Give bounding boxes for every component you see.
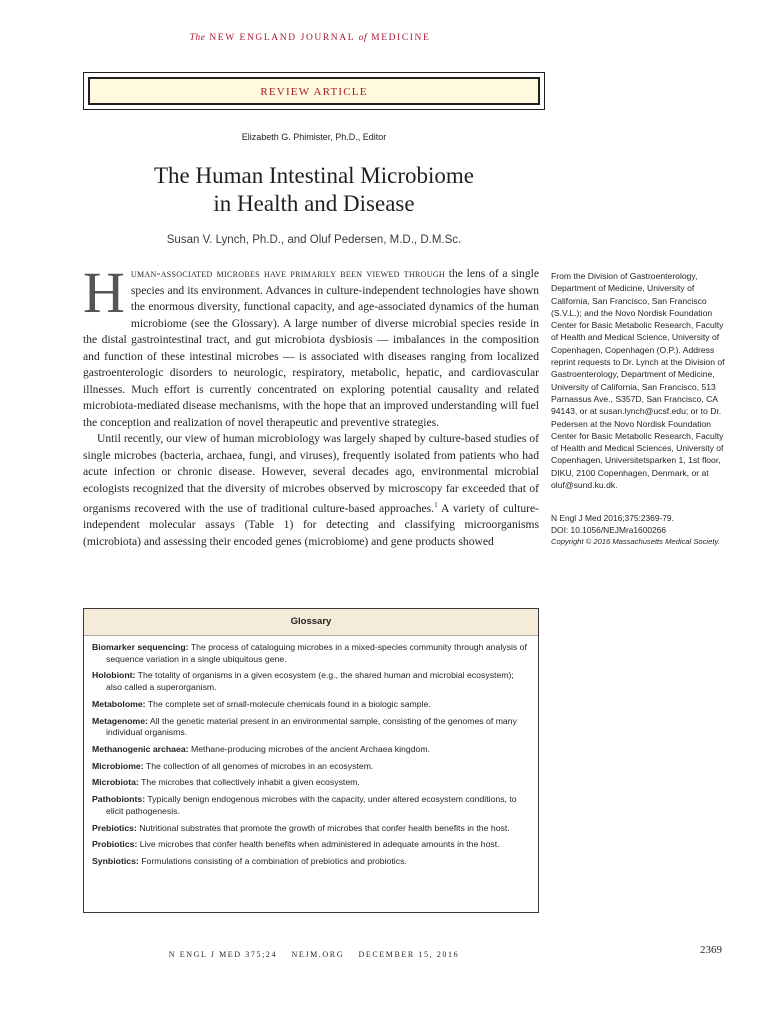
article-title [0,162,628,218]
glossary-term: Metabolome: [92,698,146,709]
glossary-definition: Live microbes that confer health benefits when administered in adequate amounts in the host. [137,839,500,850]
glossary-term: Biomarker sequencing: [92,642,189,652]
drop-cap: H [83,260,125,325]
glossary-term: Methanogenic archaea: [92,743,189,754]
glossary-term: Metagenome: [92,715,148,726]
glossary-definition: Methane-producing microbes of the ancient Archaea kingdom. [188,743,431,754]
glossary-term: Holobiont: [92,670,136,681]
body-paragraph-2 [83,431,539,550]
glossary-item [92,777,530,789]
doi-link[interactable]: DOI: 10.1056/NEJMra1600266 [551,525,666,536]
glossary-term: Probiotics: [92,839,138,850]
glossary-definition: All the genetic material present in an environmental sample, consisting of the genomes of many individual organisms. [106,715,517,738]
glossary-item [92,670,530,693]
journal-header-medicine: MEDICINE [371,33,431,43]
glossary-definition: Formulations consisting of a combination of prebiotics and probiotics. [138,856,407,867]
glossary-definition: The process of cataloguing microbes in a mixed-species community through analysis of sequence variation in a single ubiquitous gene. [106,642,527,664]
glossary-definition: The complete set of small-molecule chemicals found in a biologic sample. [145,698,431,709]
title-line-1: The Human Intestinal Microbiome [153,163,474,188]
paragraph-1-text: the lens of a single species and its environment. Advances in culture-independent technologies have shown the enormous diversity, functional capacity, and age-associated dynamics of the human microbiome (see the Glossary). A large number of diverse microbial species reside in the distal gastrointestinal tract, and gut microbiota dysbiosis — imbalances in the composition and function of these intestinal microbes — is associated with diseases ranging from localized gastroenterologic disorders to neurologic, respiratory, metabolic, hepatic, and cardiovascular illnesses. Much effort is currently concentrated on exploring potential causality and related microbiota-mediated disease mechanisms, with the hope that an improved understanding will fuel the conception and realization of novel therapeutic and preventive strategies. [83,267,539,429]
article-type-label: REVIEW ARTICLE [88,77,540,105]
paragraph-2-text-a: Until recently, our view of human microbiology was largely shaped by culture-based studies of single microbes (bacteria, archaea, fungi, and viruses), frequently isolated from patients who had acute infection or chronic disease. However, several decades ago, environmental microbial ecologists recognized that the diversity of microbes observed by microscopy far exceeded that of organisms recovered with the use of traditional culture-based approaches. [83,432,539,515]
journal-header-the: The [189,33,206,43]
author-line: Susan V. Lynch, Ph.D., and Oluf Pedersen, M.D., D.M.Sc. [166,234,462,246]
article-type-box [83,72,545,110]
glossary-item [92,823,530,835]
title-line-2: in Health and Disease [213,191,415,216]
glossary-list [84,636,538,868]
glossary-term: Microbiome: [92,760,144,771]
glossary-definition: The totality of organisms in a given ecosystem (e.g., the shared human and microbial ecosystem); also called a superorganism. [106,670,514,692]
glossary-definition: The collection of all genomes of microbes in an ecosystem. [143,760,374,771]
glossary-box [83,608,539,913]
journal-header-name: NEW ENGLAND JOURNAL [209,33,355,43]
glossary-item [92,761,530,773]
lead-in-smallcaps: uman-associated microbes have primarily been viewed through [130,267,445,280]
article-body [83,260,539,550]
paragraph-2-text-b: A variety of culture-independent molecular assays (Table 1) for detecting and classifying microorganisms (microbiota) and assessing their encoded genes (microbiome) and gene products showed [83,501,539,548]
citation-reference: N Engl J Med 2016;375:2369-79. [551,513,674,523]
citation-block [551,512,741,549]
body-paragraph-1 [83,260,539,431]
glossary-item [92,856,530,868]
glossary-term: Pathobionts: [92,794,146,805]
glossary-item [92,716,530,739]
page-footer: N ENGL J MED 375;24 NEJM.ORG DECEMBER 15, 2016 [168,950,460,959]
journal-header [0,33,620,43]
journal-header-of: of [358,33,368,43]
glossary-title: Glossary [84,609,538,636]
glossary-item [92,699,530,711]
glossary-item [92,744,530,756]
glossary-definition: Nutritional substrates that promote the growth of microbes that confer health benefits in the host. [136,822,510,833]
glossary-definition: Typically benign endogenous microbes with the capacity, under altered ecosystem conditions, to elicit pathogenesis. [106,794,517,816]
glossary-item [92,839,530,851]
reference-1-link[interactable]: 1 [434,501,438,509]
glossary-term: Microbiota: [92,777,139,788]
glossary-item [92,642,530,665]
glossary-term: Prebiotics: [92,822,137,833]
author-affiliations: From the Division of Gastroenterology, Department of Medicine, University of California, San Francisco, San Francisco (S.V.L.); and the Novo Nordisk Foundation Center for Basic Metabolic Research, Faculty of Health and Medical Science, University of Copenhagen, Copenhagen (O.P.). Address reprint requests to Dr. Lynch at the Division of Gastroenterology, Department of Medicine, University of California, San Francisco, 513 Parnassus Ave., S357D, San Francisco, CA 94143, or at susan.lynch@ucsf.edu; or to Dr. Pedersen at the Novo Nordisk Foundation Center for Basic Metabolic Research, Faculty of Health and Medical Sciences, University of Copenhagen, Universitetsparken 1, 1st floor, DIKU, 2100 Copenhagen, Denmark, or at oluf@sund.ku.dk. [551,271,725,491]
copyright-notice: Copyright © 2016 Massachusetts Medical Society. [551,537,720,547]
glossary-definition: The microbes that collectively inhabit a given ecosystem. [138,777,360,788]
glossary-item [92,794,530,817]
page-number: 2369 [700,944,722,956]
editor-line: Elizabeth G. Phimister, Ph.D., Editor [241,132,387,142]
glossary-term: Synbiotics: [92,856,139,867]
